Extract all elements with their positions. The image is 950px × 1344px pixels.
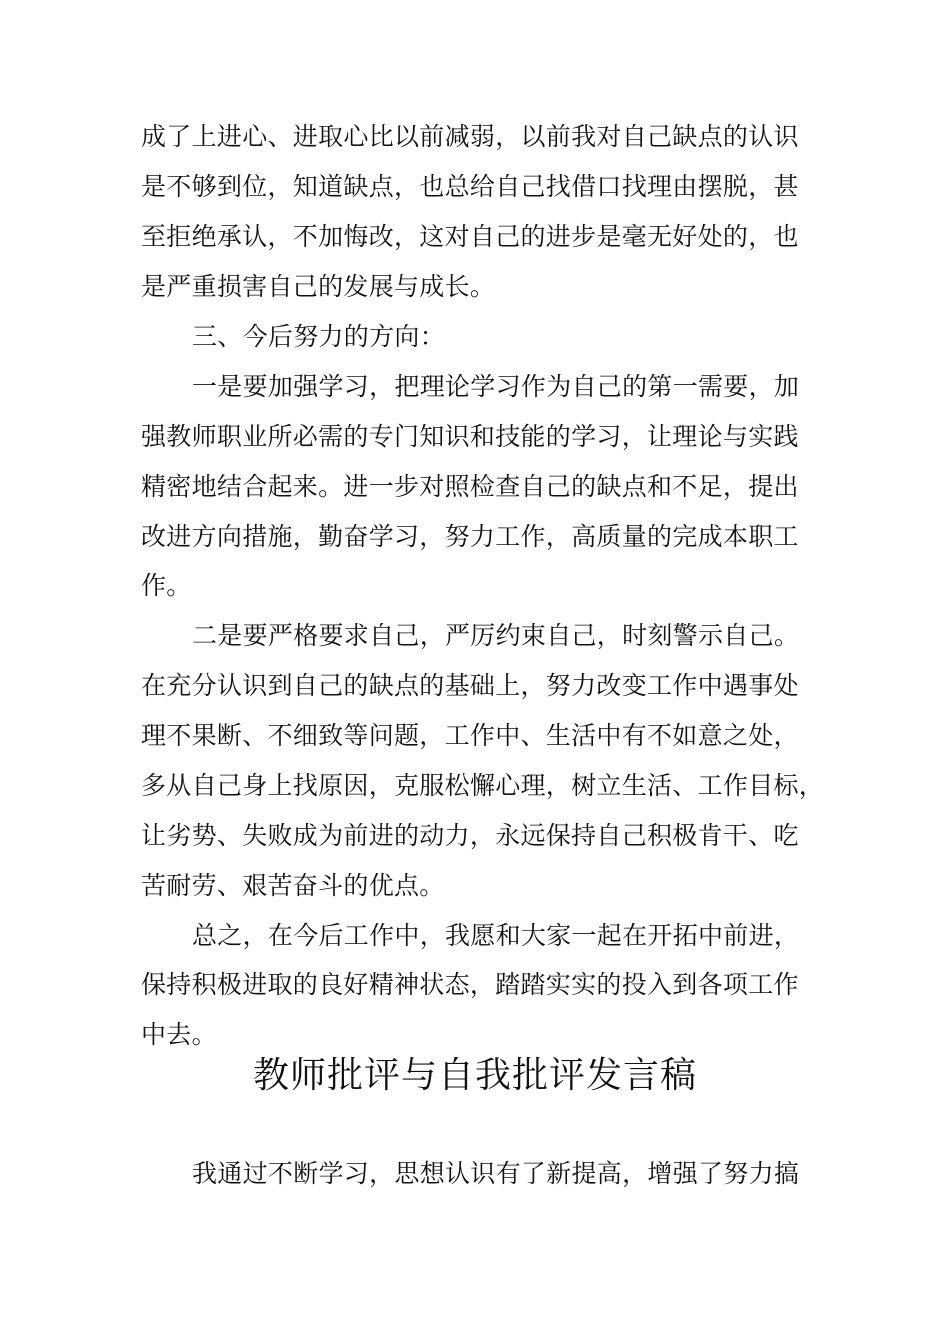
paragraph-line: 是严重损害自己的发展与成长。	[141, 272, 496, 301]
paragraph-line: 成了上进心、进取心比以前减弱，以前我对自己缺点的认识	[141, 122, 799, 151]
paragraph-line: 中去。	[141, 1020, 217, 1049]
paragraph-line: 改进方向措施，勤奋学习，努力工作，高质量的完成本职工	[141, 522, 799, 551]
article-title: 教师批评与自我批评发言稿	[252, 1055, 697, 1096]
paragraph-line: 精密地结合起来。进一步对照检查自己的缺点和不足，提出	[141, 472, 799, 501]
paragraph-line: 一是要加强学习，把理论学习作为自己的第一需要，加	[192, 372, 800, 401]
paragraph-line: 强教师职业所必需的专门知识和技能的学习，让理论与实践	[141, 422, 799, 451]
paragraph-line: 作。	[141, 571, 192, 600]
paragraph-line: 总之，在今后工作中，我愿和大家一起在开拓中前进，	[192, 921, 800, 950]
paragraph-line: 二是要严格要求自己，严厉约束自己，时刻警示自己。	[192, 621, 800, 650]
section-heading: 三、今后努力的方向：	[192, 322, 446, 351]
paragraph-line: 我通过不断学习，思想认识有了新提高，增强了努力搞	[192, 1159, 800, 1188]
paragraph-line: 苦耐劳、艰苦奋斗的优点。	[141, 871, 445, 900]
paragraph-line: 理不果断、不细致等问题，工作中、生活中有不如意之处，	[141, 721, 799, 750]
paragraph-line: 让劣势、失败成为前进的动力，永远保持自己积极肯干、吃	[141, 821, 799, 850]
paragraph-line: 在充分认识到自己的缺点的基础上，努力改变工作中遇事处	[141, 671, 799, 700]
paragraph-line: 是不够到位，知道缺点，也总给自己找借口找理由摆脱，甚	[141, 172, 799, 201]
paragraph-line: 至拒绝承认，不加悔改，这对自己的进步是毫无好处的，也	[141, 222, 799, 251]
paragraph-line: 多从自己身上找原因，克服松懈心理，树立生活、工作目标，	[141, 771, 825, 800]
paragraph-line: 保持积极进取的良好精神状态，踏踏实实的投入到各项工作	[141, 970, 799, 999]
